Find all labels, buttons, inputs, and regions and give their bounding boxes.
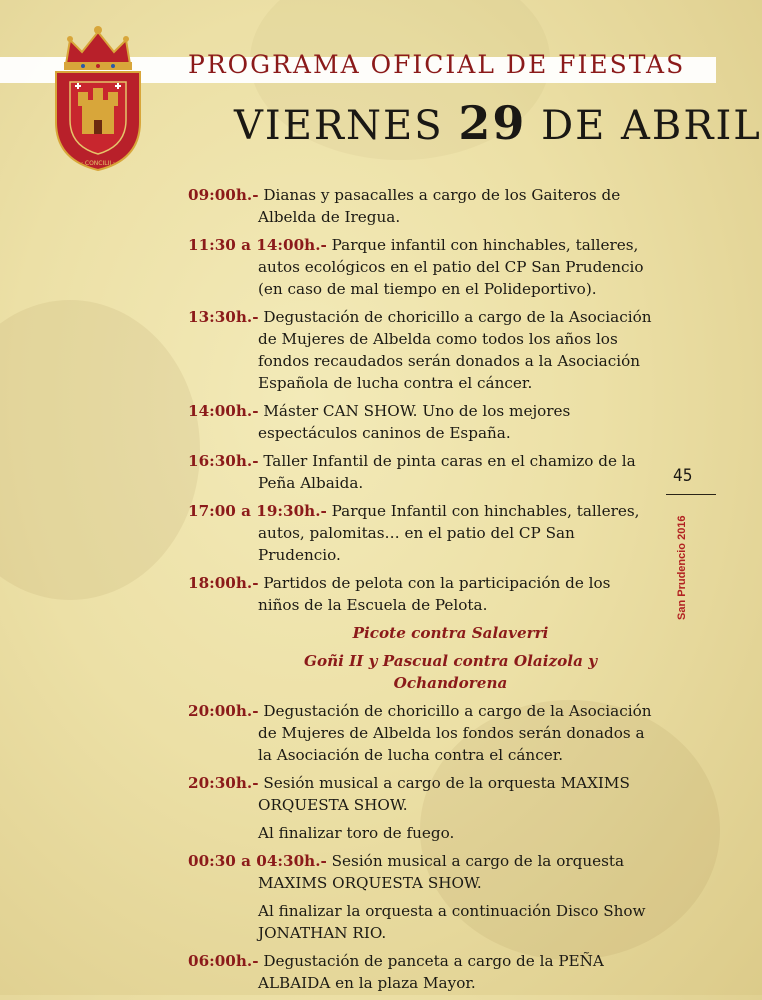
coat-of-arms-logo: [48, 22, 148, 172]
program-entry: [188, 950, 653, 994]
entry-time: 13:30h.-: [188, 308, 259, 326]
entry-time: 11:30 a 14:00h.-: [188, 236, 327, 254]
entry-note: Al finalizar toro de fuego.: [258, 824, 455, 842]
entry-time: 17:00 a 19:30h.-: [188, 502, 327, 520]
entry-text: Degustación de panceta a cargo de la PEÑA ALBAIDA en la plaza Mayor.: [258, 952, 604, 992]
entry-time: 18:00h.-: [188, 574, 259, 592]
svg-text:· CONCILII ·: · CONCILII ·: [81, 160, 115, 167]
program-entry: [188, 184, 653, 228]
page-title: PROGRAMA OFICIAL DE FIESTAS: [188, 50, 686, 79]
page-subtitle-date: [234, 96, 762, 150]
crown-icon: [64, 26, 132, 70]
program-entry: [188, 306, 653, 394]
entry-time: 20:30h.-: [188, 774, 259, 792]
entry-text: Dianas y pasacalles a cargo de los Gaiteros de Albelda de Iregua.: [258, 186, 621, 226]
pelota-match-2: Goñi II y Pascual contra Olaizola y Ochandorena: [303, 652, 598, 692]
program-entry: [188, 572, 653, 616]
entry-time: 20:00h.-: [188, 702, 259, 720]
entry-time: 00:30 a 04:30h.-: [188, 852, 327, 870]
entry-time: 09:00h.-: [188, 186, 259, 204]
program-entry: [188, 400, 653, 444]
program-entry: [188, 234, 653, 300]
entry-time: 16:30h.-: [188, 452, 259, 470]
paper-stain: [0, 300, 200, 600]
entry-text: Máster CAN SHOW. Uno de los mejores espectáculos caninos de España.: [258, 402, 571, 442]
pelota-match-1: Picote contra Salaverri: [352, 624, 549, 642]
entry-text: Parque infantil con hinchables, talleres, autos ecológicos en el patio del CP San Prudencio (en caso de mal tiempo en el Polideportivo).: [258, 236, 644, 298]
entry-text: Sesión musical a cargo de la orquesta MAXIMS ORQUESTA SHOW.: [258, 852, 625, 892]
entry-text: Parque Infantil con hinchables, talleres, autos, palomitas… en el patio del CP San Prudencio.: [258, 502, 640, 564]
side-running-label: San Prudencio 2016: [676, 515, 688, 620]
program-entry: [188, 450, 653, 494]
program-entry: [188, 700, 653, 766]
entry-text: Partidos de pelota con la participación de los niños de la Escuela de Pelota.: [258, 574, 611, 614]
entry-text: Sesión musical a cargo de la orquesta MAXIMS ORQUESTA SHOW.: [258, 774, 630, 814]
entry-text: Degustación de choricillo a cargo de la Asociación de Mujeres de Albelda los fondos serán donados a la Asociación de lucha contra el cáncer.: [258, 702, 652, 764]
program-list: [188, 184, 653, 1000]
page-number-rule: [666, 494, 716, 495]
entry-text: Degustación de choricillo a cargo de la Asociación de Mujeres de Albelda como todos los años los fondos recaudados serán donados a la Asociación Española de lucha contra el cáncer.: [258, 308, 652, 392]
entry-time: 14:00h.-: [188, 402, 259, 420]
program-entry: [188, 850, 653, 894]
title-month: DE ABRIL: [541, 103, 762, 149]
title-date-number: 29: [458, 96, 527, 150]
entry-time: 06:00h.-: [188, 952, 259, 970]
program-entry: [188, 772, 653, 816]
entry-text: Taller Infantil de pinta caras en el chamizo de la Peña Albaida.: [258, 452, 636, 492]
title-day: VIERNES: [234, 103, 444, 149]
page-number: 45: [673, 466, 693, 486]
program-entry: [188, 500, 653, 566]
entry-note: Al finalizar la orquesta a continuación Disco Show JONATHAN RIO.: [258, 902, 646, 942]
castle-icon: [78, 88, 118, 134]
